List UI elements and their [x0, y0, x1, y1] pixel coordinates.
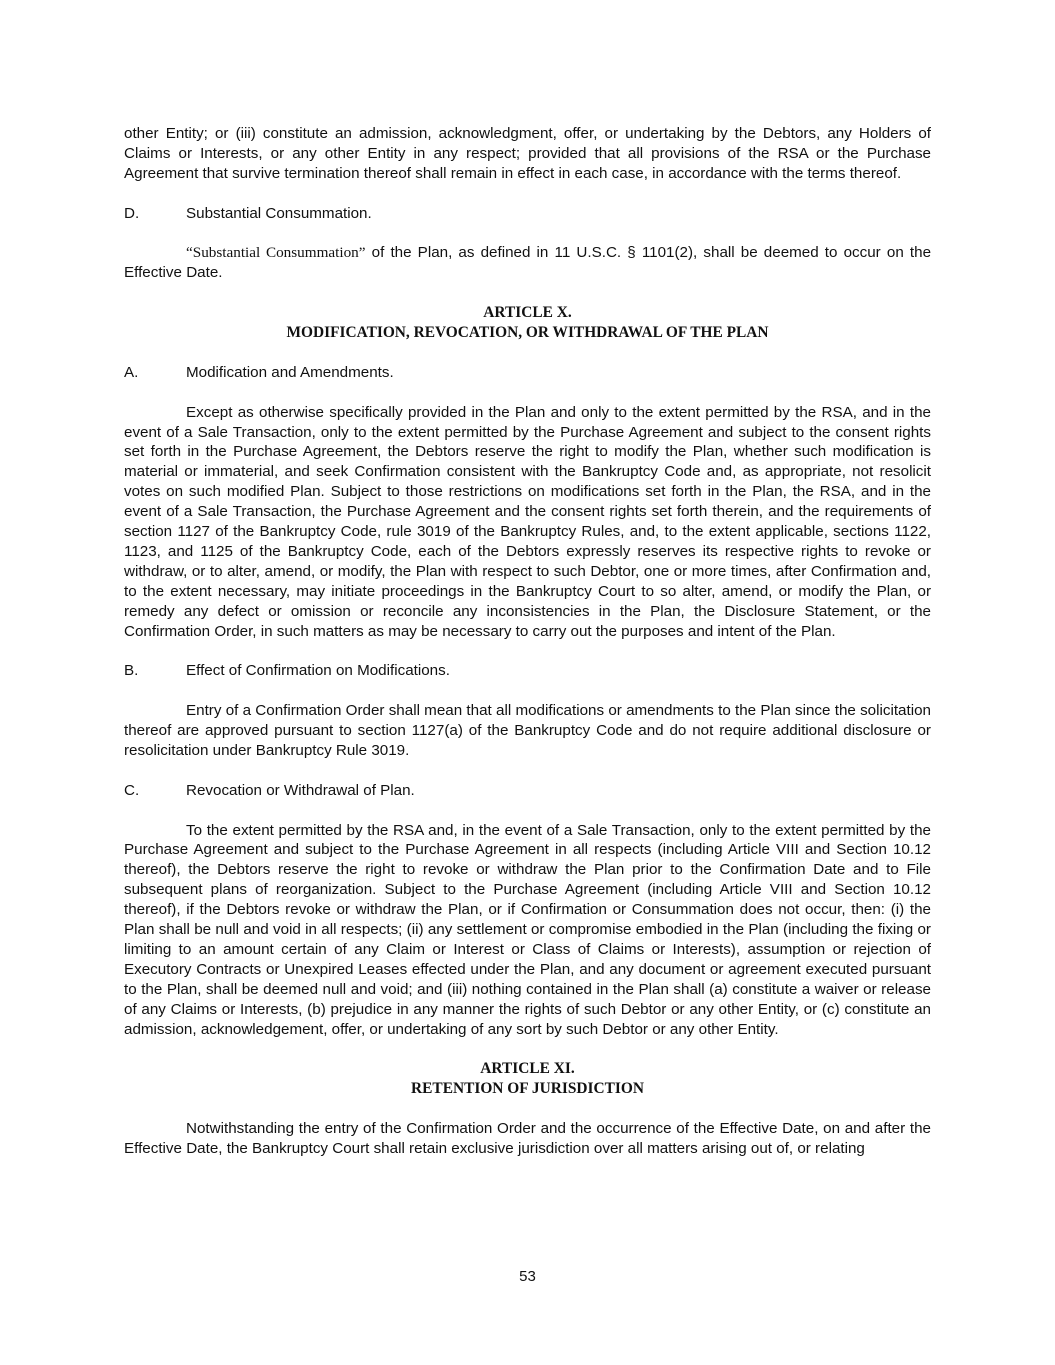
section-a-body: Except as otherwise specifically provided in the Plan and only to the extent permitted by the RSA, and in the event of a Sale Transaction, only to the extent permitted by the Purchase Agreement and subject to the consent rights set forth in the Purchase Agreement, the Debtors reserve the right to modify the Plan, whether such modification is material or immaterial, and seek Confirmation consistent with the Bankruptcy Code and, as appropriate, not resolicit votes on such modified Plan. Subject to those restrictions on modifications set forth in the Plan, the RSA, and in the event of a Sale Transaction, the Purchase Agreement and the consent rights set forth therein, and the requirements of section 1127 of the Bankruptcy Code, rule 3019 of the Bankruptcy Rules, and, to the extent applicable, sections 1122, 1123, and 1125 of the Bankruptcy Code, each of the Debtors expressly reserves its respective rights to revoke or withdraw, or to alter, amend, or modify, the Plan with respect to such Debtor, one or more times, after Confirmation and, to the extent necessary, may initiate proceedings in the Bankruptcy Court to so alter, amend, or modify the Plan, or remedy any defect or omission or reconcile any inconsistencies in the Plan, the Disclosure Statement, or the Confirmation Order, in such matters as may be necessary to carry out the purposes and intent of the Plan.	[124, 403, 931, 640]
section-d-title: Substantial Consummation.	[186, 204, 372, 222]
article-x-number: ARTICLE X.	[483, 304, 572, 322]
section-a-heading	[124, 363, 931, 383]
section-c-title: Revocation or Withdrawal of Plan.	[186, 781, 415, 799]
section-a-title: Modification and Amendments.	[186, 363, 394, 381]
section-a-letter: A.	[124, 363, 139, 381]
section-b-heading	[124, 661, 931, 681]
article-xi-body: Notwithstanding the entry of the Confirmation Order and the occurrence of the Effective Date, on and after the Effective Date, the Bankruptcy Court shall retain exclusive jurisdiction over all matters arising out of, or relating	[124, 1120, 931, 1158]
section-d-quote: “Substantial Consummation”	[186, 244, 366, 262]
article-x-heading	[124, 303, 931, 343]
document-page	[124, 124, 931, 1179]
section-c-body: To the extent permitted by the RSA and, in the event of a Sale Transaction, only to the extent permitted by the Purchase Agreement and subject to the Purchase Agreement in all respects (including Article VIII and Section 10.12 thereof), the Debtors reserve the right to revoke or withdraw the Plan prior to the Confirmation Date and to File subsequent plans of reorganization. Subject to the Purchase Agreement (including Article VIII and Section 10.12 thereof), if the Debtors revoke or withdraw the Plan, or if Confirmation or Consummation does not occur, then: (i) the Plan shall be null and void in all respects; (ii) any settlement or compromise embodied in the Plan (including the fixing or limiting to an amount certain of any Claim or Interest or Class of Claims or Interests), assumption or rejection of Executory Contracts or Unexpired Leases effected under the Plan, and any document or agreement executed pursuant to the Plan, shall be deemed null and void; and (iii) nothing contained in the Plan shall (a) constitute a waiver or release of any Claims or Interests, (b) prejudice in any manner the rights of such Debtor or any other Entity, or (c) constitute an admission, acknowledgement, offer, or undertaking of any sort by such Debtor or any other Entity.	[124, 821, 931, 1038]
section-d-heading	[124, 204, 931, 224]
section-d-body	[124, 243, 931, 283]
section-b-title: Effect of Confirmation on Modifications.	[186, 662, 450, 680]
section-d-body-rest: of the Plan, as defined in 11 U.S.C. § 1101(2), shall be deemed to occur on the Effective Date.	[124, 244, 932, 282]
section-b-body: Entry of a Confirmation Order shall mean that all modifications or amendments to the Plan since the solicitation thereof are approved pursuant to section 1127(a) of the Bankruptcy Code and do not require additional disclosure or resolicitation under Bankruptcy Rule 3019.	[124, 702, 931, 759]
article-xi-title: RETENTION OF JURISDICTION	[411, 1080, 644, 1098]
article-x-title: MODIFICATION, REVOCATION, OR WITHDRAWAL OF THE PLAN	[286, 324, 769, 342]
page-number: 53	[519, 1268, 536, 1285]
article-xi-number: ARTICLE XI.	[480, 1060, 575, 1078]
section-b-letter: B.	[124, 662, 139, 680]
section-d-letter: D.	[124, 204, 140, 222]
section-c-heading	[124, 781, 931, 801]
section-c-letter: C.	[124, 781, 140, 799]
article-xi-heading	[124, 1059, 931, 1099]
continuation-paragraph: other Entity; or (iii) constitute an admission, acknowledgment, offer, or undertaking by the Debtors, any Holders of Claims or Interests, or any other Entity in any respect; provided that all provisions of the RSA or the Purchase Agreement that survive termination thereof shall remain in effect in each case, in accordance with the terms thereof.	[124, 125, 931, 182]
